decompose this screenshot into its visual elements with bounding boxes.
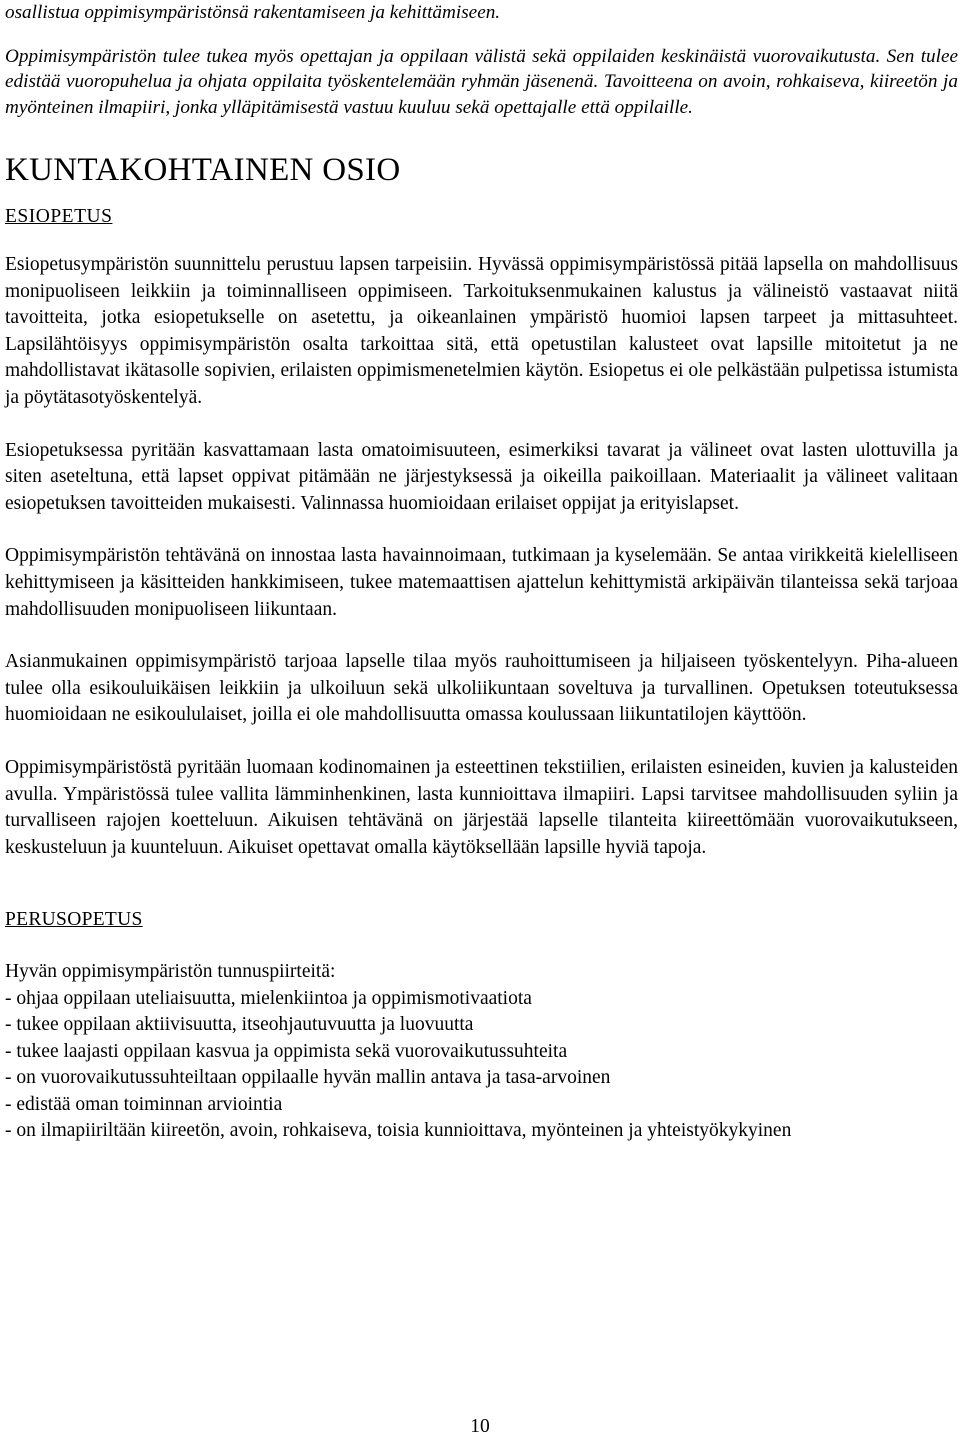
- intro-paragraph-1: osallistua oppimisympäristönsä rakentamiseen ja kehittämiseen.: [5, 2, 501, 23]
- subsection-heading-esiopetus: ESIOPETUS: [5, 206, 113, 227]
- list-intro: Hyvän oppimisympäristön tunnuspiirteitä:: [5, 961, 336, 983]
- subsection-heading-perusopetus: PERUSOPETUS: [5, 909, 143, 931]
- features-list: [5, 986, 958, 1145]
- list-item: - tukee laajasti oppilaan kasvua ja oppimista sekä vuorovaikutussuhteita: [5, 1040, 568, 1062]
- esiopetus-paragraph-3: Oppimisympäristön tehtävänä on innostaa lasta havainnoimaan, tutkimaan ja kyselemään. Se antaa virikkeitä kielelliseen kehittymiseen ja käsitteiden hankkimiseen, tukee matemaattisen ajattelun kehittymistä arkipäivän tilanteissa sekä tarjoaa mahdollisuuden monipuoliseen liikuntaan.: [5, 545, 958, 620]
- list-item: - edistää oman toiminnan arviointia: [5, 1093, 283, 1115]
- esiopetus-paragraph-1: Esiopetusympäristön suunnittelu perustuu lapsen tarpeisiin. Hyvässä oppimisympäristössä pitää lapsella on mahdollisuus monipuoliseen leikkiin ja toiminnalliseen oppimiseen. Tarkoituksenmukainen kalustus ja välineistö vastaavat niitä tavoitteita, jotka esiopetukselle on asetettu, ja oikeanlainen ympäristö huomioi lapsen tarpeet ja mittasuhteet. Lapsilähtöisyys oppimisympäristön osalta tarkoittaa sitä, että opetustilan kalusteet ovat lapsille mitoitetut ja ne mahdollistavat ikätasolle sopivien, erilaisten oppimismenetelmien käytön. Esiopetus ei ole pelkästään pulpetissa istumista ja pöytätasotyöskentelyä.: [5, 254, 958, 408]
- intro-paragraph-2: Oppimisympäristön tulee tukea myös opettajan ja oppilaan välistä sekä oppilaiden keskinäistä vuorovaikutusta. Sen tulee edistää vuoropuhelua ja ohjata oppilaita työskentelemään ryhmän jäsenenä. Tavoitteena on avoin, rohkaiseva, kiireetön ja myönteinen ilmapiiri, jonka ylläpitämisestä vastuu kuuluu sekä opettajalle että oppilaille.: [5, 45, 958, 118]
- document-page: [5, 0, 958, 1145]
- esiopetus-paragraph-5: Oppimisympäristöstä pyritään luomaan kodinomainen ja esteettinen tekstiilien, erilaisten esineiden, kuvien ja kalusteiden avulla. Ympäristössä tulee vallita lämminhenkinen, lasta kunnioittava ilmapiiri. Lapsi tarvitsee mahdollisuuden syliin ja turvalliseen rajojen koetteluun. Aikuisen tehtävänä on järjestää lapselle tilanteita kiireettömään vuorovaikutukseen, keskusteluun ja kuunteluun. Aikuiset opettavat omalla käytöksellään lapsille hyviä tapoja.: [5, 756, 958, 858]
- list-item: - on ilmapiiriltään kiireetön, avoin, rohkaiseva, toisia kunnioittava, myönteinen ja yhteistyökykyinen: [5, 1120, 792, 1142]
- list-item: - tukee oppilaan aktiivisuutta, itseohjautuvuutta ja luovuutta: [5, 1014, 474, 1036]
- list-item: - on vuorovaikutussuhteiltaan oppilaalle hyvän mallin antava ja tasa-arvoinen: [5, 1067, 611, 1089]
- intro-italic-section: [5, 0, 958, 120]
- esiopetus-paragraph-4: Asianmukainen oppimisympäristö tarjoaa lapselle tilaa myös rauhoittumiseen ja hiljaiseen työskentelyyn. Piha-alueen tulee olla esikouluikäisen leikkiin ja ulkoiluun sekä ulkoliikuntaan soveltuva ja turvallinen. Opetuksen toteutuksessa huomioidaan ne esikoululaiset, joilla ei ole mahdollisuutta omassa koulussaan liikuntatilojen käyttöön.: [5, 651, 958, 726]
- list-item: - ohjaa oppilaan uteliaisuutta, mielenkiintoa ja oppimismotivaatiota: [5, 987, 532, 1009]
- esiopetus-paragraph-2: Esiopetuksessa pyritään kasvattamaan lasta omatoimisuuteen, esimerkiksi tavarat ja välineet ovat lasten ulottuvilla ja siten aseteltuna, että lapset oppivat pitämään ne järjestyksessä ja oikeilla paikoillaan. Materiaalit ja välineet valitaan esiopetuksen tavoitteiden mukaisesti. Valinnassa huomioidaan erilaiset oppijat ja erityislapset.: [5, 439, 958, 514]
- page-number: 10: [470, 1416, 490, 1437]
- section-heading-kuntakohtainen: KUNTAKOHTAINEN OSIO: [5, 152, 401, 188]
